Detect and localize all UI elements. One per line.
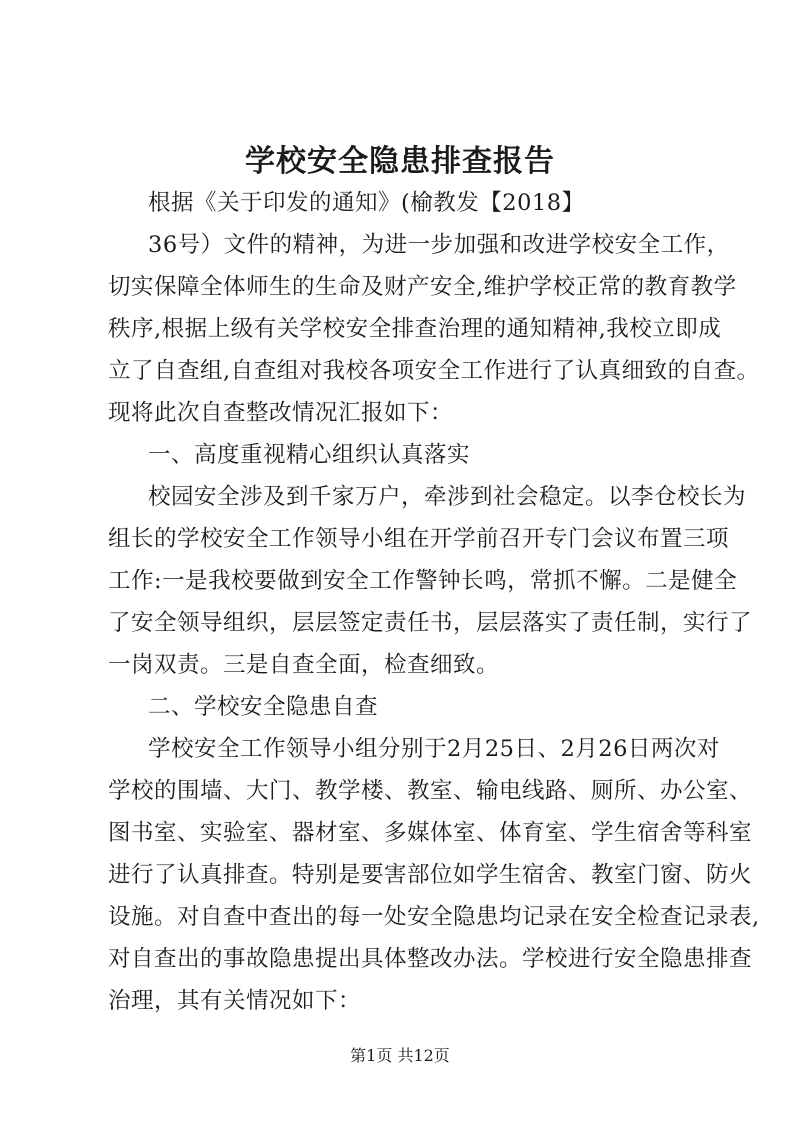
text-line: 切实保障全体师生的生命及财产安全,维护学校正常的教育教学 — [108, 274, 737, 300]
text-line: 根据《关于印发的通知》(榆教发【2018】 — [148, 190, 585, 216]
text-line: 对自查出的事故隐患提出具体整改办法。学校进行安全隐患排查 — [108, 946, 753, 972]
text-line: 组长的学校安全工作领导小组在开学前召开专门会议布置三项 — [108, 526, 730, 552]
page-number: 第1页 共12页 — [350, 1046, 450, 1065]
text-line: 学校安全工作领导小组分别于2月25日、2月26日两次对 — [148, 736, 720, 762]
text-line: 了安全领导组织，层层签定责任书，层层落实了责任制，实行了 — [108, 610, 753, 636]
text-line: 图书室、实验室、器材室、多媒体室、体育室、学生宿舍等科室 — [108, 820, 753, 846]
text-line: 进行了认真排查。特别是要害部位如学生宿舍、教室门窗、防火 — [108, 862, 753, 888]
text-line: 秩序,根据上级有关学校安全排查治理的通知精神,我校立即成 — [108, 316, 722, 342]
text-line: 一岗双责。三是自查全面，检查细致。 — [108, 652, 500, 678]
text-line: 现将此次自查整改情况汇报如下： — [108, 400, 454, 426]
text-line: 36号）文件的精神，为进一步加强和改进学校安全工作， — [148, 232, 730, 258]
text-line: 学校的围墙、大门、教学楼、教室、输电线路、厕所、办公室、 — [108, 778, 753, 804]
text-line: 立了自查组,自查组对我校各项安全工作进行了认真细致的自查。 — [108, 358, 760, 384]
text-line: 工作:一是我校要做到安全工作警钟长鸣，常抓不懈。二是健全 — [108, 568, 738, 594]
section-heading: 二、学校安全隐患自查 — [148, 694, 379, 720]
text-line: 设施。对自查中查出的每一处安全隐患均记录在安全检查记录表, — [108, 904, 760, 930]
text-line: 治理，其有关情况如下： — [108, 988, 362, 1014]
section-heading: 一、高度重视精心组织认真落实 — [148, 442, 471, 468]
text-line: 校园安全涉及到千家万户，牵涉到社会稳定。以李仓校长为 — [148, 484, 747, 510]
document-title: 学校安全隐患排查报告 — [245, 144, 555, 179]
